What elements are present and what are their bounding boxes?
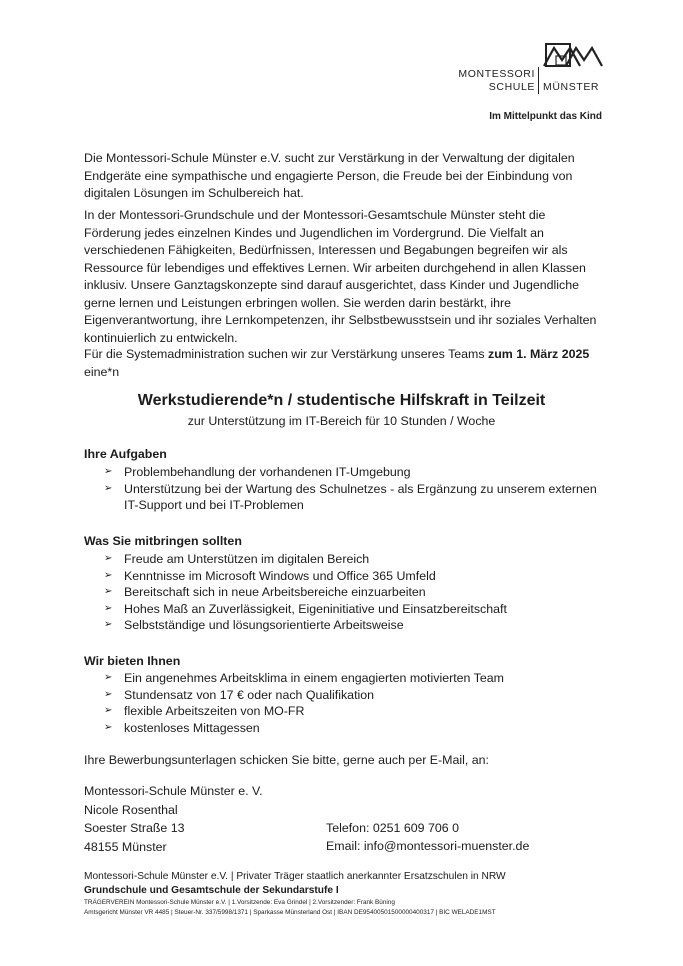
arrow-icon: ➢ (104, 482, 113, 494)
tagline: Im Mittelpunkt das Kind (489, 111, 602, 122)
requirements-list (104, 551, 604, 634)
logo-line2-right: MÜNSTER (543, 81, 600, 93)
requirements-title: Was Sie mitbringen sollten (84, 534, 242, 548)
arrow-icon: ➢ (104, 553, 113, 564)
list-item: ➢ Selbstständige und lösungsorientierte Arbeitsweise (104, 618, 404, 632)
footer-main (84, 870, 506, 898)
position-title: Werkstudierende*n / studentische Hilfskraft in Teilzeit (137, 392, 546, 409)
address-line: Nicole Rosenthal (84, 802, 178, 817)
phone: Telefon: 0251 609 706 0 (326, 821, 459, 835)
list-item: ➢ flexible Arbeitszeiten von MO-FR (104, 704, 305, 718)
footer-legal (84, 898, 496, 918)
intro-paragraph-2: In der Montessori-Grundschule und der Montessori-Gesamtschule Münster steht die Förderung jedes einzelnen Kindes und Jugendlichen im Vordergrund. Die Vielfalt an verschiedenen Fähigkeiten, Bedürfnissen, Interessen und Begabungen begreifen wir als Ressource für lebendiges und effektives Lernen. Wir arbeiten durchgehend in allen Klassen inklusiv. Unsere Ganztagskonzepte sind darauf ausgerichtet, dass Kinder und Jugendliche gerne lernen und Leistungen erbringen wollen. Sie werden darin bestärkt, ihre Eigenverantwortung, ihre Lernkompetenzen, ihr Selbstbewusstsein und ihr soziales Verhalten kontinuierlich zu entwickeln. (84, 208, 597, 345)
arrow-icon: ➢ (104, 672, 113, 683)
address-line: Montessori-Schule Münster e. V. (84, 784, 263, 798)
tasks-list (104, 464, 604, 514)
offer-list (104, 670, 604, 736)
arrow-icon: ➢ (104, 705, 113, 716)
footer-line3: TRÄGERVEREIN Montessori-Schule Münster e.V. | 1.Vorsitzende: Eva Grindel | 2.Vorsitzender: Frank Büning (84, 899, 395, 906)
start-date: zum 1. März 2025 (488, 347, 590, 361)
arrow-icon: ➢ (104, 721, 113, 733)
footer-line4: Amtsgericht Münster VR 4485 | Steuer-Nr. 337/5998/1371 | Sparkasse Münsterland Ost | IBAN DE95400501500000400317 | BIC WELADE1MST (84, 909, 496, 916)
intro-paragraph-1: Die Montessori-Schule Münster e.V. sucht zur Verstärkung in der Verwaltung der digitalen Endgeräte eine sympathische und engagierte Person, die Freude bei der Einbindung von digitalen Lösungen im Schulbereich hat. (84, 151, 575, 200)
arrow-icon: ➢ (104, 619, 113, 630)
tasks-title: Ihre Aufgaben (84, 447, 167, 461)
logo-line1: MONTESSORI (458, 68, 535, 80)
list-item: ➢ kostenloses Mittagessen (104, 720, 260, 735)
list-item: ➢ Problembehandlung der vorhandenen IT-Umgebung (104, 465, 411, 479)
list-item: ➢ Bereitschaft sich in neue Arbeitsbereiche einzuarbeiten (104, 585, 426, 599)
list-item: ➢ Freude am Unterstützen im digitalen Bereich (104, 552, 370, 566)
logo-divider (538, 67, 539, 94)
logo-text (440, 68, 535, 94)
address-line: Soester Straße 13 (84, 821, 185, 835)
school-logo-icon (542, 42, 604, 72)
p3-end: eine*n (84, 364, 120, 379)
list-item: ➢ Hohes Maß an Zuverlässigkeit, Eigeninitiative und Einsatzbereitschaft (104, 601, 507, 616)
intro-paragraph-3 (84, 346, 609, 381)
arrow-icon: ➢ (104, 466, 113, 477)
list-item: ➢ Kenntnisse im Microsoft Windows und Office 365 Umfeld (104, 568, 436, 583)
p3-start: Für die Systemadministration suchen wir zur Verstärkung unseres Teams (84, 347, 489, 361)
list-item: ➢ Stundensatz von 17 € oder nach Qualifikation (104, 687, 375, 702)
logo-line2-left: SCHULE (488, 81, 535, 93)
arrow-icon: ➢ (104, 569, 113, 581)
list-item: ➢ Unterstützung bei der Wartung des Schulnetzes - als Ergänzung zu unserem externen IT-Support und bei IT-Problemen (104, 481, 597, 512)
email-link[interactable]: Email: info@montessori-muenster.de (326, 839, 530, 853)
address-block (84, 782, 263, 856)
application-intro: Ihre Bewerbungsunterlagen schicken Sie bitte, gerne auch per E-Mail, an: (84, 753, 489, 767)
footer-line1: Montessori-Schule Münster e.V. | Privater Träger staatlich anerkannter Ersatzschulen in NRW (84, 871, 506, 882)
footer-line2: Grundschule und Gesamtschule der Sekundarstufe I (84, 885, 339, 896)
address-line: 48155 Münster (84, 839, 167, 854)
arrow-icon: ➢ (104, 602, 113, 614)
arrow-icon: ➢ (104, 586, 113, 597)
offer-title: Wir bieten Ihnen (84, 654, 181, 668)
list-item: ➢ Ein angenehmes Arbeitsklima in einem engagierten motivierten Team (104, 671, 504, 685)
position-subtitle: zur Unterstützung im IT-Bereich für 10 Stunden / Woche (187, 414, 496, 428)
arrow-icon: ➢ (104, 688, 113, 700)
